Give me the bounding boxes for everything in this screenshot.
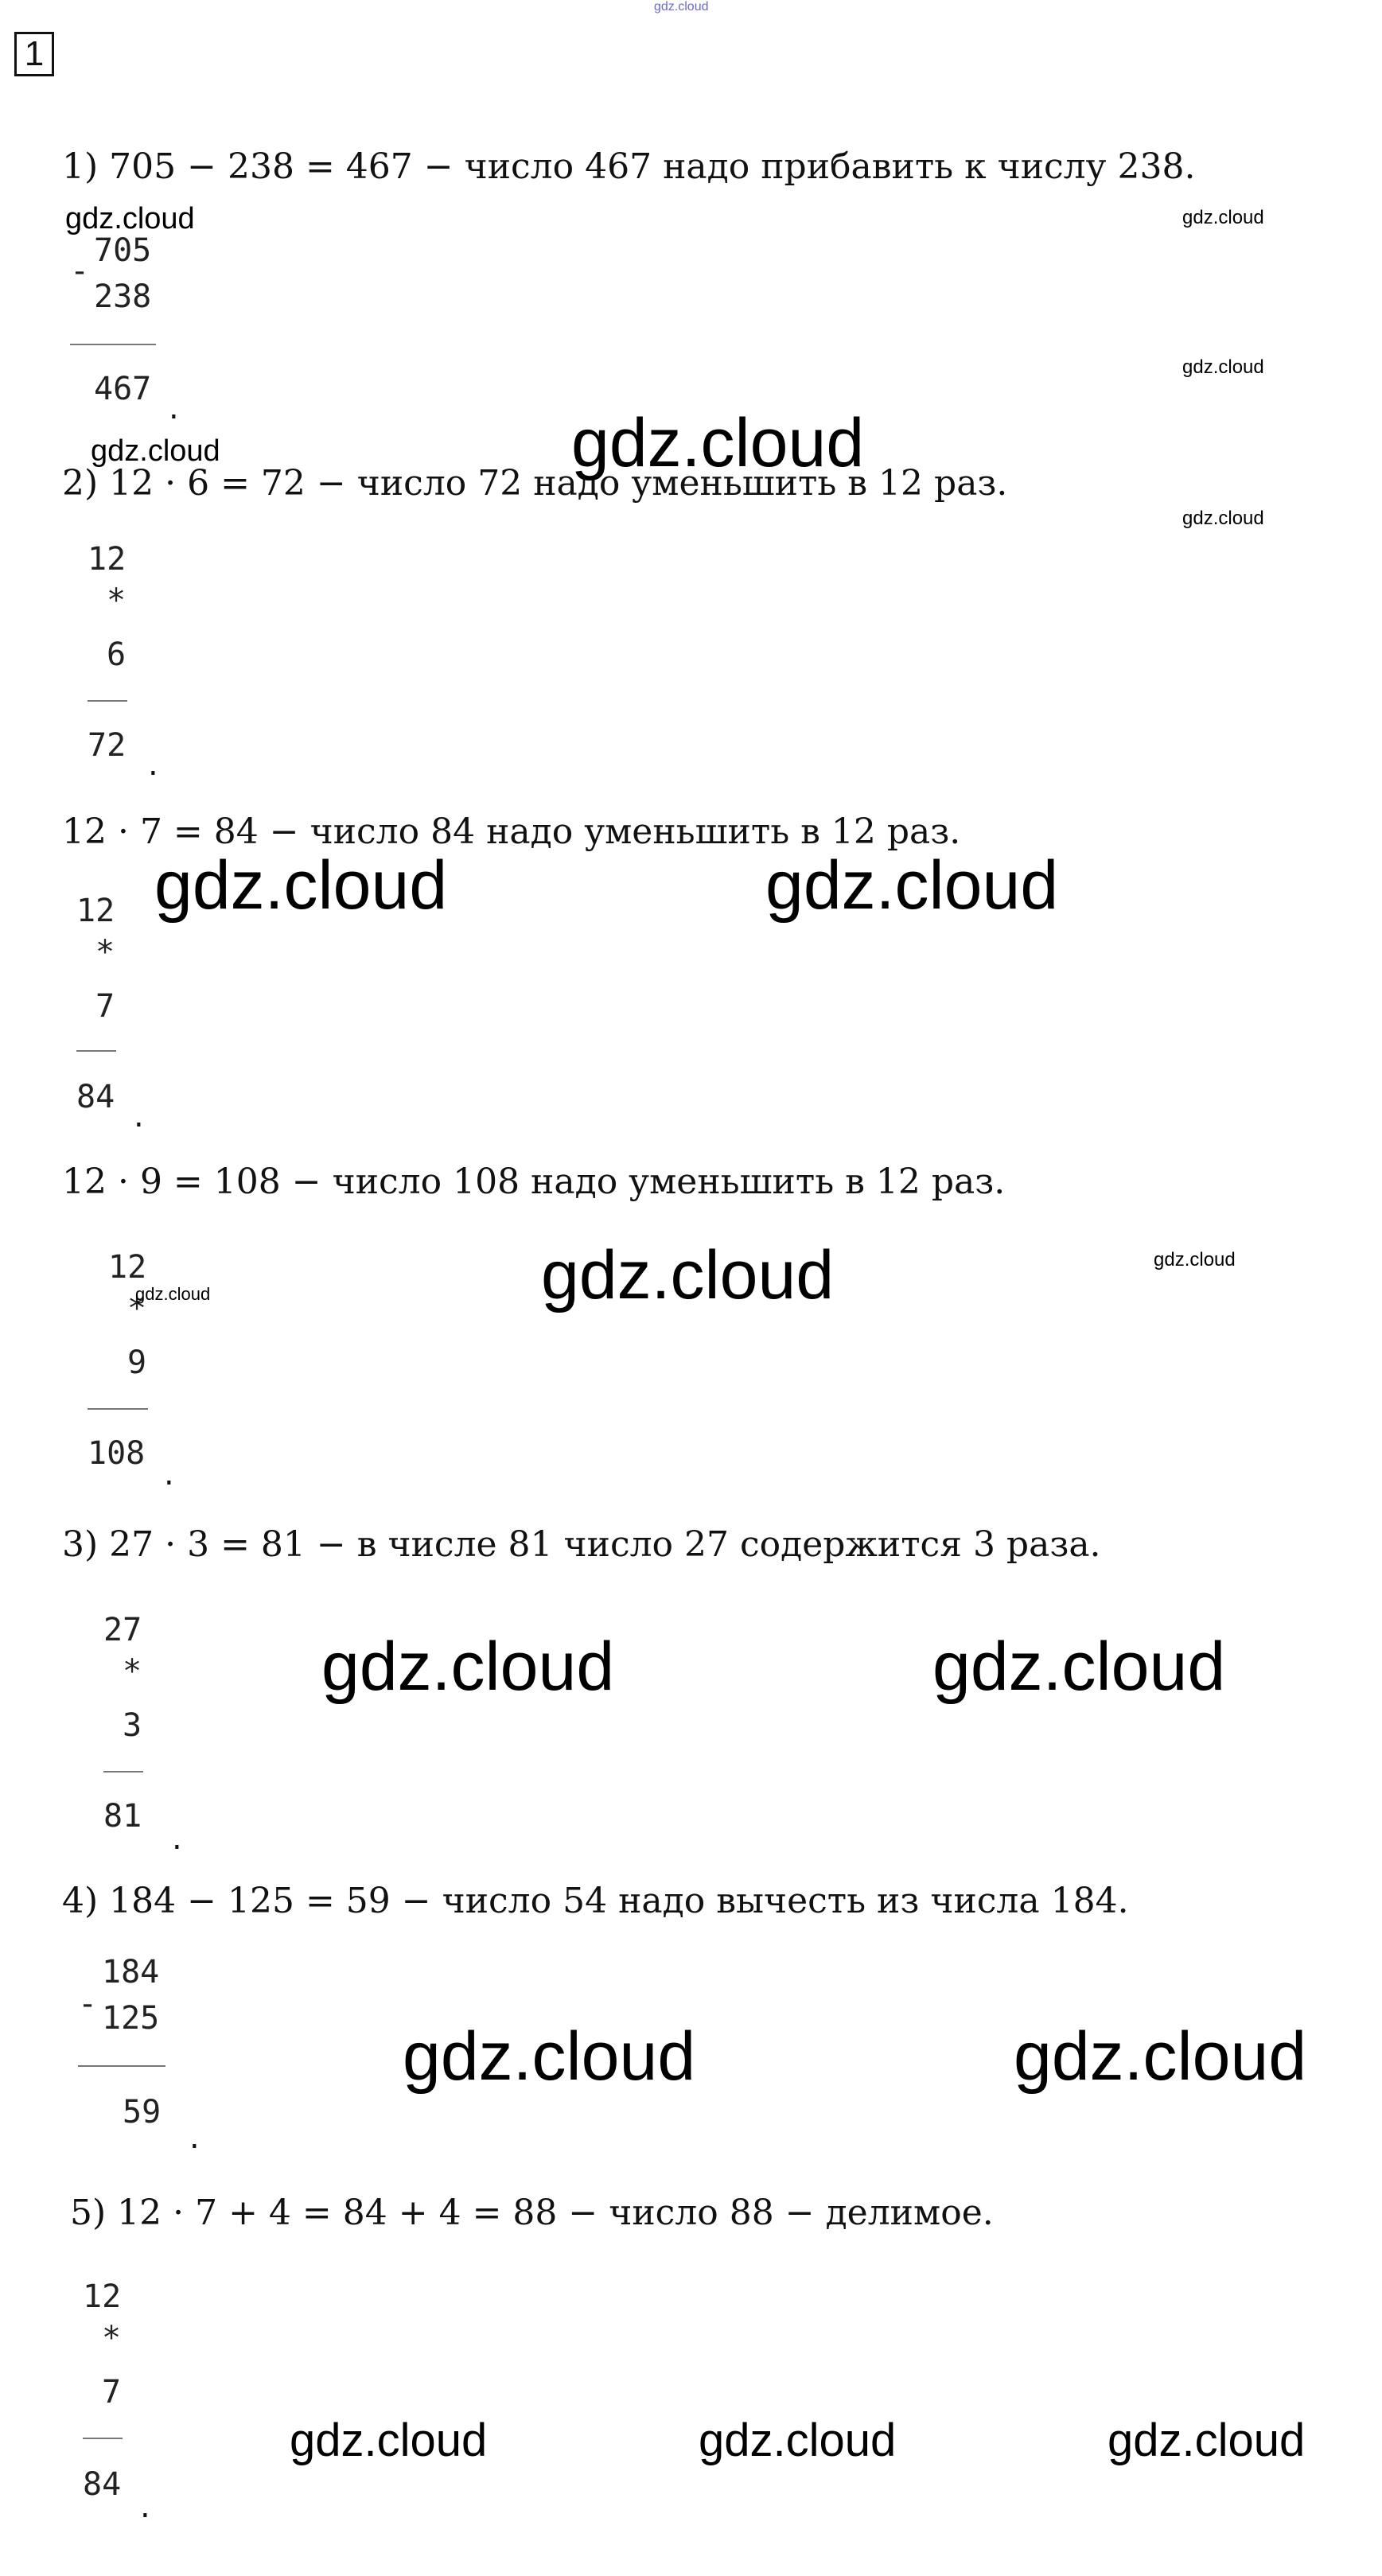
column-7-rule [83, 2438, 123, 2439]
column-1-bottom: 238 [94, 278, 152, 315]
column-6-rule [78, 2065, 165, 2067]
column-6-result: 59 [123, 2094, 162, 2130]
column-1-result: 467 [94, 371, 152, 407]
column-5-rule [103, 1771, 143, 1772]
column-2-sign: * [107, 582, 127, 619]
column-5-sign: * [123, 1653, 142, 1690]
column-3-top: 12 [76, 893, 115, 929]
column-1-dot: . [169, 390, 179, 426]
column-7-bottom: 7 [102, 2374, 122, 2411]
column-4-top: 12 [108, 1249, 147, 1286]
column-4-sign: * [127, 1290, 147, 1327]
watermark: gdz.cloud [135, 1284, 211, 1304]
column-3-result: 84 [76, 1079, 115, 1115]
column-3-bottom: 7 [95, 988, 115, 1025]
column-4-rule [88, 1408, 148, 1410]
column-3-rule [76, 1050, 116, 1052]
column-5-result: 81 [103, 1798, 142, 1835]
column-7-sign: * [102, 2320, 122, 2356]
solution-line-7: 5) 12 · 7 + 4 = 84 + 4 = 88 − число 88 − делимое. [70, 2193, 994, 2233]
column-1-top: 705 [94, 232, 152, 269]
column-7-result: 84 [83, 2466, 122, 2503]
watermark: gdz.cloud [932, 1628, 1226, 1705]
column-7-dot: . [140, 2488, 150, 2525]
column-4-bottom: 9 [127, 1344, 147, 1381]
watermark: gdz.cloud [321, 1628, 615, 1705]
watermark: gdz.cloud [1014, 2018, 1307, 2095]
column-4-result: 108 [88, 1435, 146, 1472]
column-3-sign: * [95, 934, 115, 971]
column-5-dot: . [172, 1820, 182, 1857]
watermark: gdz.cloud [1182, 207, 1264, 228]
column-2-rule [88, 700, 127, 702]
watermark: gdz.cloud [541, 1237, 835, 1313]
column-6-bottom: 125 [102, 2000, 160, 2037]
watermark: gdz.cloud [1154, 1249, 1236, 1270]
column-1-sign: - [70, 253, 90, 290]
solution-line-5: 3) 27 · 3 = 81 − в числе 81 число 27 содержится 3 раза. [62, 1524, 1101, 1565]
watermark: gdz.cloud [91, 434, 220, 468]
column-2-bottom: 6 [107, 636, 127, 673]
column-6-dot: . [189, 2119, 200, 2156]
solution-line-6: 4) 184 − 125 = 59 − число 54 надо вычесть из числа 184. [62, 1881, 1129, 1921]
watermark: gdz.cloud [699, 2415, 897, 2466]
column-5-bottom: 3 [123, 1707, 142, 1744]
column-5-top: 27 [103, 1612, 142, 1648]
column-2-top: 12 [88, 541, 127, 578]
watermark: gdz.cloud [65, 202, 195, 235]
watermark-top: gdz.cloud [654, 0, 709, 14]
watermark: gdz.cloud [403, 2018, 696, 2095]
watermark: gdz.cloud [1108, 2415, 1306, 2466]
solution-line-4: 12 · 9 = 108 − число 108 надо уменьшить в 12 раз. [62, 1162, 1006, 1202]
column-2-result: 72 [88, 727, 127, 764]
column-2-dot: . [148, 746, 158, 783]
watermark: gdz.cloud [571, 405, 865, 481]
watermark: gdz.cloud [1182, 508, 1264, 529]
watermark: gdz.cloud [1182, 356, 1264, 378]
column-3-dot: . [134, 1098, 144, 1134]
solution-line-3: 12 · 7 = 84 − число 84 надо уменьшить в 12 раз. [62, 811, 961, 852]
solution-line-1: 1) 705 − 238 = 467 − число 467 надо прибавить к числу 238. [62, 146, 1196, 187]
solution-line-2: 2) 12 · 6 = 72 − число 72 надо уменьшить в 12 раз. [62, 463, 1008, 504]
column-4-dot: . [164, 1456, 174, 1492]
watermark: gdz.cloud [765, 847, 1059, 924]
watermark: gdz.cloud [154, 847, 448, 924]
watermark: gdz.cloud [290, 2415, 488, 2466]
task-number-box: 1 [14, 32, 54, 76]
column-6-top: 184 [102, 1954, 160, 1990]
column-7-top: 12 [83, 2278, 122, 2315]
column-6-sign: - [78, 1986, 98, 2022]
column-1-rule [70, 344, 156, 345]
